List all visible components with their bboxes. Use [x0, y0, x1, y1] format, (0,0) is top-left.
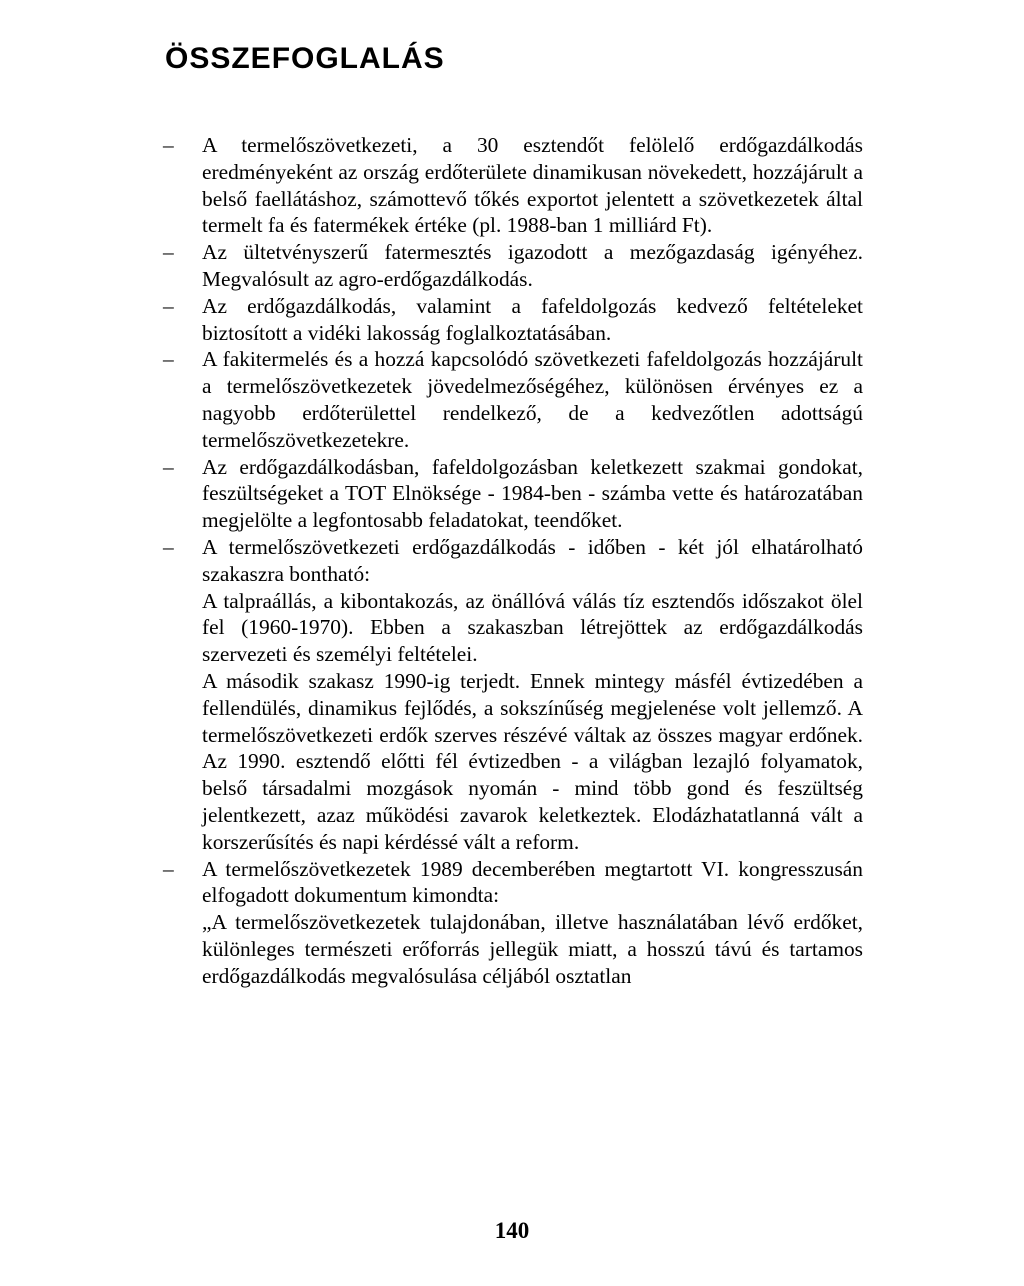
dash-bullet: –	[163, 534, 174, 559]
paragraph: Az erdőgazdálkodásban, fafeldolgozásban keletkezett szakmai gondokat, feszültségeket a TOT Elnöksége - 1984-ben - számba vette és határozatában megjelölte a legfontosabb feladatokat, teendőket.	[202, 454, 863, 533]
paragraph: A termelőszövetkezeti, a 30 esztendőt felölelő erdőgazdálkodás eredményeként az ország erdőterülete dinamikusan növekedett, hozzájárult a belső faellátáshoz, számottevő tőkés exportot jelentett a szövetkezetek által termelt fa és fatermékek értéke (pl. 1988-ban 1 milliárd Ft).	[202, 133, 863, 238]
list-item	[163, 239, 863, 293]
dash-bullet: –	[163, 133, 174, 157]
dash-bullet: –	[163, 856, 174, 881]
quote-paragraph: „A termelőszövetkezetek tulajdonában, illetve használatában lévő erdőket, különleges természeti erőforrás jellegük miatt, a hosszú távú és tartamos erdőgazdálkodás megvalósulása céljából osztatlan	[202, 910, 863, 988]
dash-bullet: –	[163, 347, 174, 372]
paragraph: A talpraállás, a kibontakozás, az önállóvá válás tíz esztendős időszakot ölel fel (1960-1970). Ebben a szakaszban létrejöttek az erdőgazdálkodás szervezeti és személyi feltételei.	[202, 588, 863, 667]
list-item	[163, 346, 863, 453]
page-number: 140	[494, 1218, 530, 1243]
paragraph: A fakitermelés és a hozzá kapcsolódó szövetkezeti fafeldolgozás hozzájárult a termelőszövetkezetek jövedelmezőségéhez, különösen érvényes ez a nagyobb erdőterülettel rendelkező, de a kedvezőtlen adottságú termelőszövetkezetekre.	[202, 347, 863, 452]
paragraph: Az erdőgazdálkodás, valamint a fafeldolgozás kedvező feltételeket biztosított a vidéki lakosság foglalkoztatásában.	[202, 293, 863, 345]
list-item	[163, 454, 863, 534]
list-item	[163, 534, 863, 856]
dash-bullet: –	[163, 454, 174, 479]
summary-list	[163, 132, 863, 990]
paragraph: Az ültetvényszerű fatermesztés igazodott a mezőgazdaság igényéhez. Megvalósult az agro-erdőgazdálkodás.	[202, 240, 863, 291]
paragraph: A második szakasz 1990-ig terjedt. Ennek mintegy másfél évtizedében a fellendülés, dinamikus fejlődés, a sokszínűség megjelenése volt jellemző. A termelőszövetkezeti erdők szerves részévé váltak az összes magyar erdőnek. Az 1990. esztendő előtti fél évtizedben - a világban lezajló folyamatok, belső társadalmi mozgások nyomán - mind több gond és feszültség jelentkezett, azaz működési zavarok keletkeztek. Elodázhatatlanná vált a korszerűsítés és napi kérdéssé vált a reform.	[202, 668, 863, 854]
paragraph: A termelőszövetkezetek 1989 decemberében megtartott VI. kongresszusán elfogadott dokumentum kimondta:	[202, 856, 863, 908]
dash-bullet: –	[163, 240, 174, 265]
dash-bullet: –	[163, 293, 174, 318]
list-item	[163, 293, 863, 347]
list-item	[163, 856, 863, 990]
paragraph: A termelőszövetkezeti erdőgazdálkodás - időben - két jól elhatárolható szakaszra bontható:	[202, 534, 863, 586]
list-item	[163, 132, 863, 239]
page-title: ÖSSZEFOGLALÁS	[165, 42, 445, 75]
